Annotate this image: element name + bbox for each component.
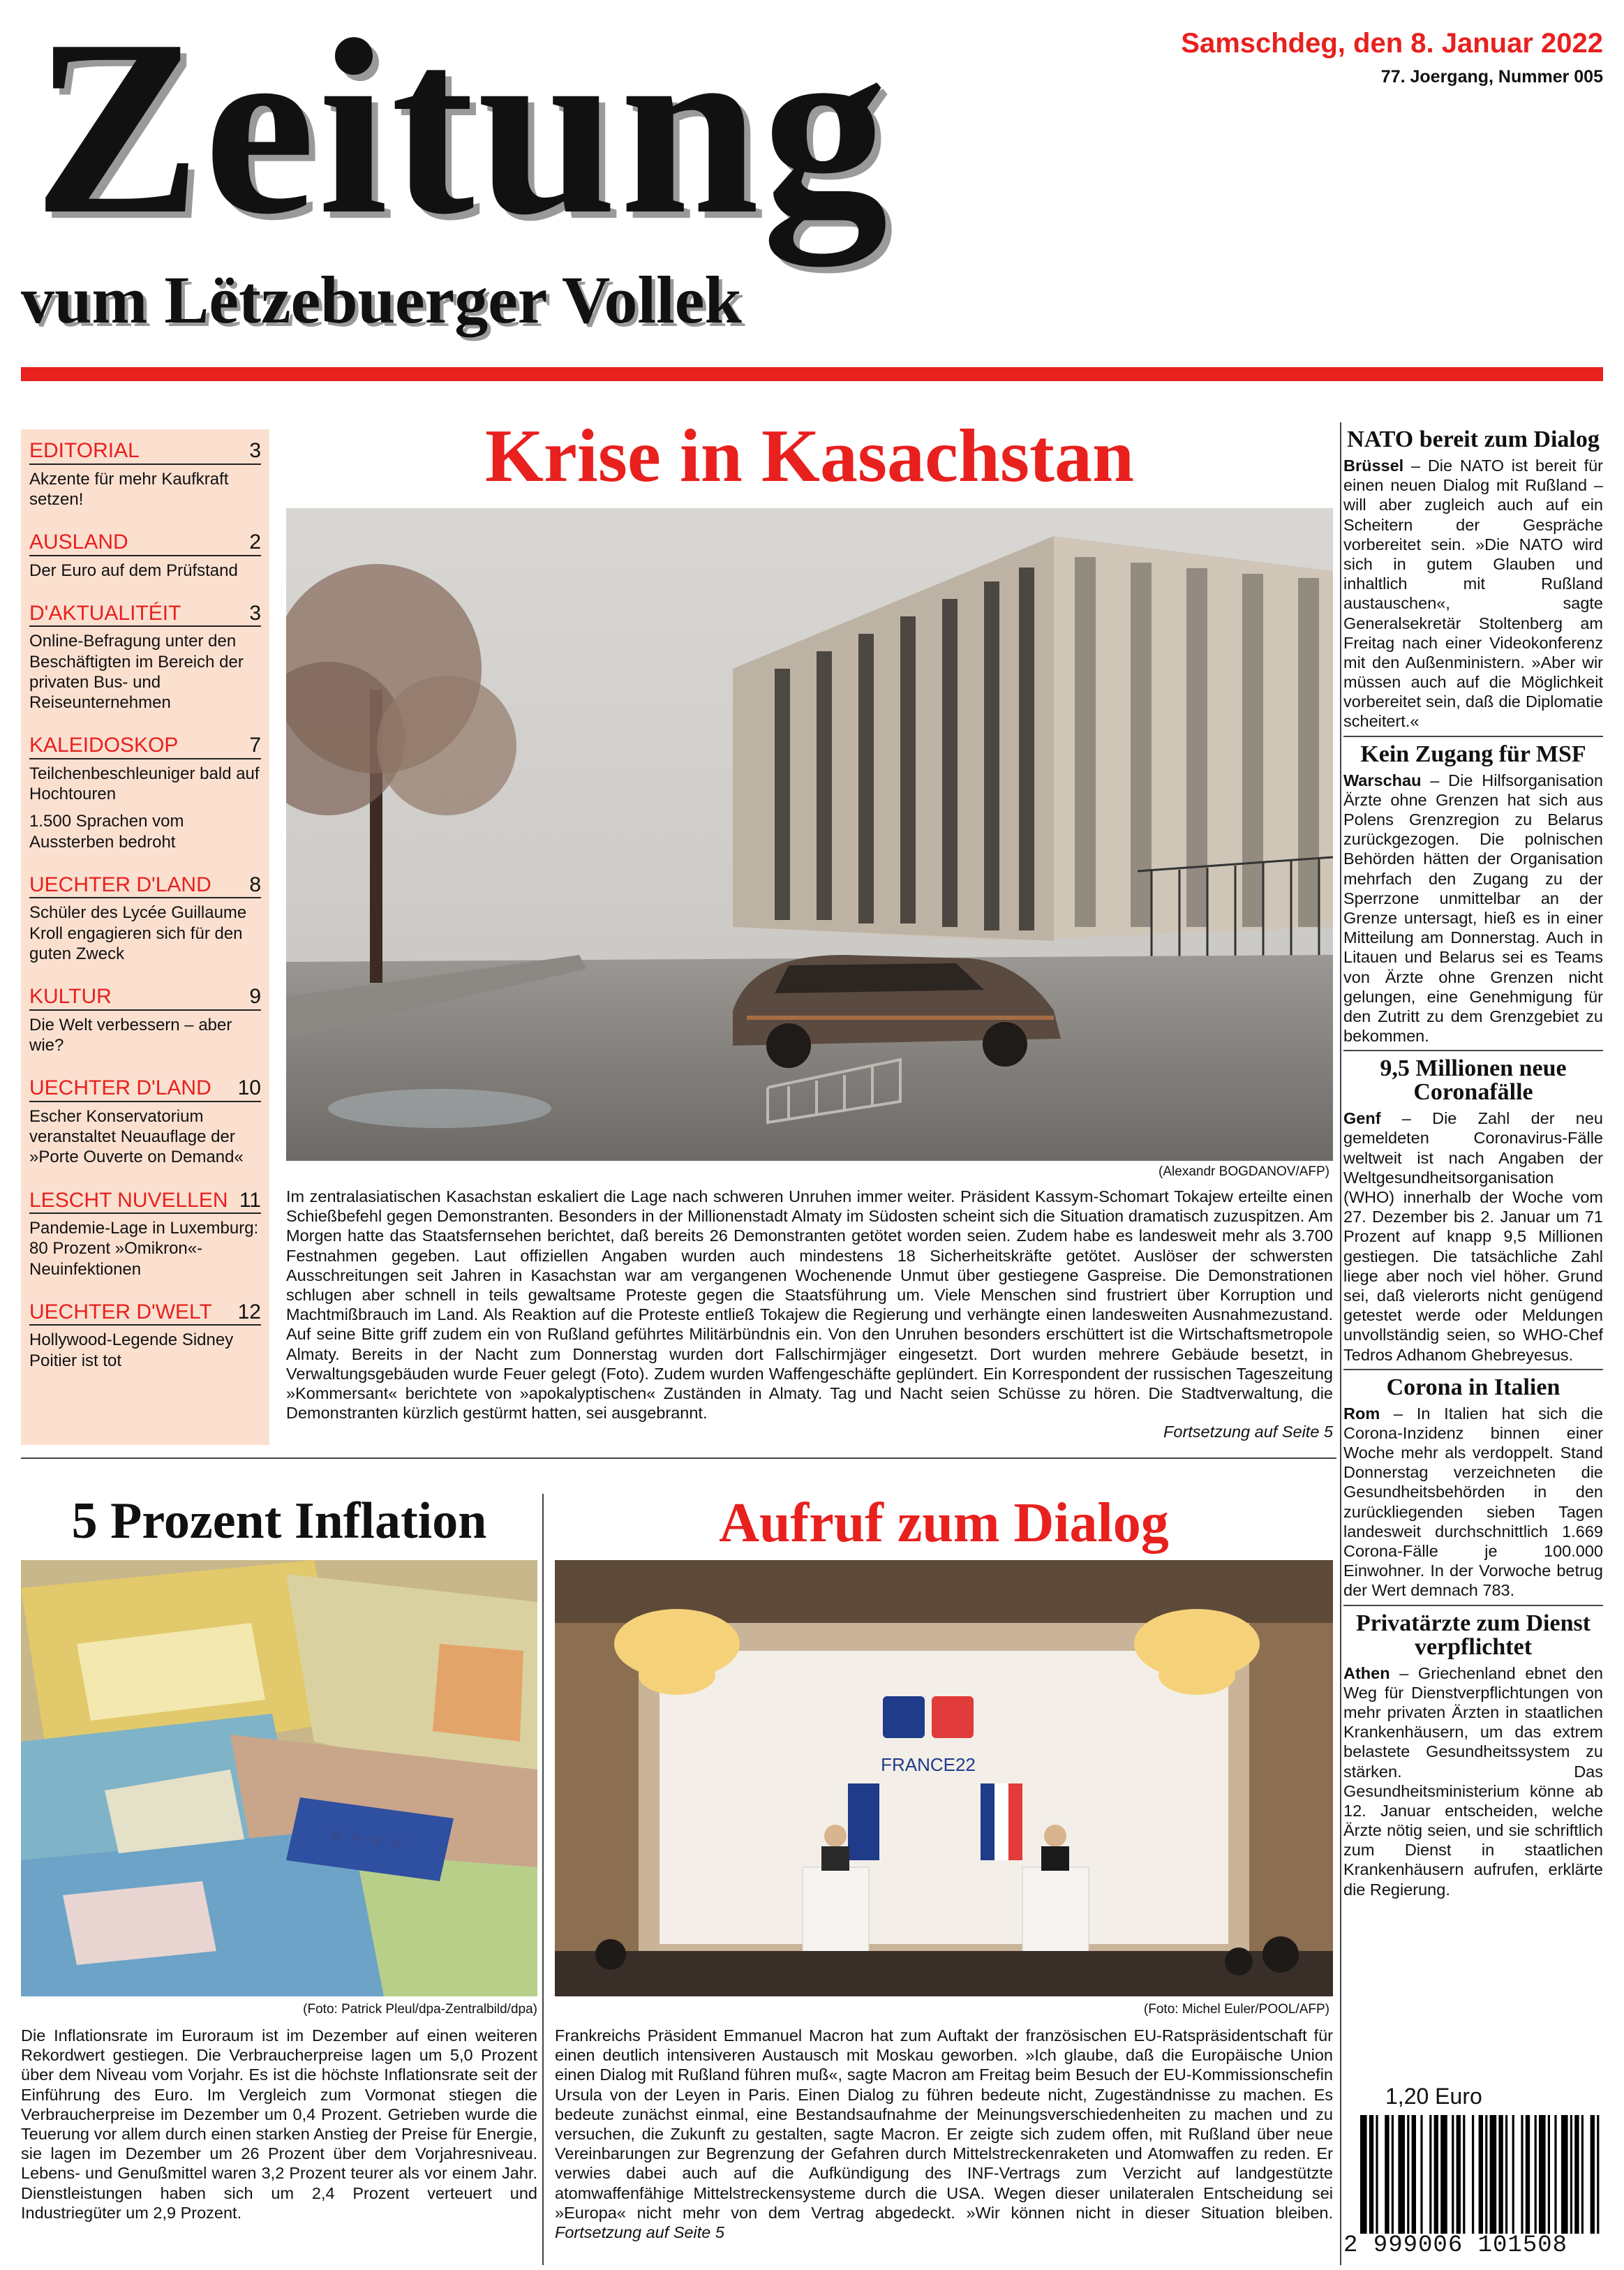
brief-body: [1343, 456, 1603, 732]
toc-entry[interactable]: [29, 1300, 261, 1371]
toc-page: 12: [237, 1300, 261, 1323]
toc-teaser: Teilchenbeschleuniger bald auf Hochtouren: [29, 764, 260, 804]
masthead-title: Zeitung: [33, 0, 891, 266]
toc-section: UECHTER D'LAND: [29, 1076, 211, 1100]
toc-page: 9: [249, 985, 261, 1009]
inflation-photo-credit: (Foto: Patrick Pleul/dpa-Zentralbild/dpa): [303, 2002, 537, 2017]
toc-page: 11: [239, 1188, 261, 1212]
column-divider-bottom: [542, 1494, 544, 2265]
dialog-continued-link[interactable]: Fortsetzung auf Seite 5: [555, 2223, 724, 2241]
toc-teaser: Akzente für mehr Kaufkraft setzen!: [29, 469, 229, 509]
photo-sign-text: FRANCE22: [881, 1754, 976, 1775]
dialog-photo-credit: (Foto: Michel Euler/POOL/AFP): [1143, 2002, 1329, 2017]
brief-headline: Privatärzte zum Dienst verpflichtet: [1355, 1610, 1591, 1660]
brief-location: Athen: [1343, 1663, 1390, 1682]
toc-section: KULTUR: [29, 985, 112, 1009]
toc-teaser: Der Euro auf dem Prüfstand: [29, 561, 238, 580]
dialog-article: [555, 2026, 1333, 2242]
brief-text: – Die Zahl der neu gemeldeten Coronavirus-Fälle weltweit ist nach Angaben der Weltgesundheitsorganisation (WHO) innerhalb der Woche vom 27. Dezember bis 2. Januar um 71 Prozent auf knapp 9,5 Millionen gestiegen. Die tatsächliche Zahl liege aber noch viel höher. Grund sei, daß vielerorts nicht genügend getestet werde oder Meldungen unvollständig seien, so WHO-Chef Tedros Adhanom Ghebreyesus.: [1343, 1109, 1603, 1364]
brief-item[interactable]: [1343, 1057, 1603, 1364]
toc-entry[interactable]: [29, 1189, 261, 1279]
toc-page: 3: [249, 439, 261, 462]
issue-date: Samschdeg, den 8. Januar 2022: [1181, 28, 1603, 59]
toc-teaser: Die Welt verbessern – aber wie?: [29, 1015, 232, 1055]
brief-headline: 9,5 Millionen neue Coronafälle: [1380, 1055, 1567, 1106]
dialog-photo: [555, 1560, 1333, 1996]
brief-headline: NATO bereit zum Dialog: [1347, 426, 1600, 452]
toc-entry[interactable]: [29, 602, 261, 713]
toc-entry[interactable]: [29, 531, 261, 581]
brief-location: Genf: [1343, 1109, 1381, 1128]
toc-section: AUSLAND: [29, 531, 128, 554]
brief-text: – Die NATO ist bereit für einen neuen Dialog mit Rußland – will aber zugleich auch auf ein Scheitern der Gespräche vorbereitet sein. »Die NATO wird sich in gutem Glauben und inhaltlich mit Rußland austauschen«, sagte Generalsekretär Stoltenberg am Freitag nach einer Videokonferenz mit den Außenministern. »Aber wir müssen auch auf die Möglichkeit vorbereitet sein, daß die Diplomatie scheitert.«: [1343, 457, 1603, 731]
dialog-body: [555, 2026, 1333, 2242]
masthead-subtitle: vum Lëtzebuerger Vollek: [21, 262, 742, 337]
brief-item[interactable]: [1343, 1376, 1603, 1601]
brief-item[interactable]: [1343, 1612, 1603, 1899]
brief-location: Rom: [1343, 1404, 1380, 1423]
section-divider: [21, 1457, 1336, 1459]
brief-text: – Die Hilfsorganisation Ärzte ohne Grenzen hat sich aus Polens Grenzregion zu Belarus zurückgezogen. Die polnischen Behörden hätten der Organisation mehrfach den Zugang zu der Sperrzone unmittelbar an der Grenze untersagt, hieß es in einer Mitteilung am Donnerstag. Auch in Litauen und Belarus sei es Teams von Ärzte ohne Grenzen nicht gelungen, eine Genehmigung für den Zutritt zu dem Grenzgebiet zu bekommen.: [1343, 771, 1603, 1046]
brief-item[interactable]: [1343, 743, 1603, 1046]
toc-section: EDITORIAL: [29, 439, 140, 462]
lead-continued-link[interactable]: Fortsetzung auf Seite 5: [1163, 1423, 1333, 1441]
toc-entry[interactable]: [29, 1076, 261, 1167]
toc-page: 8: [249, 873, 261, 896]
column-divider-right: [1340, 422, 1341, 2265]
brief-headline: Kein Zugang für MSF: [1360, 741, 1586, 767]
brief-divider: [1343, 1605, 1603, 1606]
toc-page: 2: [249, 531, 261, 554]
barcode-digits: 2 999006 101508: [1343, 2232, 1568, 2259]
brief-location: Brüssel: [1343, 457, 1404, 475]
toc-teaser: Pandemie-Lage in Luxemburg: 80 Prozent »Omikron«-Neuinfektionen: [29, 1219, 259, 1279]
toc-entry[interactable]: [29, 873, 261, 964]
lead-body: Im zentralasiatischen Kasachstan eskaliert die Lage nach schweren Unruhen immer weiter. Präsident Kassym-Schomart Tokajew erteilte einen Schießbefehl gegen Demonstranten. Besonders in der Millionenstadt Almaty im Südosten scheint sich die Situation dramatisch zuzuspitzen. Am Morgen hatte das Staatsfernsehen berichtet, daß bereits 26 Demonstranten getötet worden seien. Zudem habe es landesweit mehr als 3.700 Festnahmen gegeben. Laut offiziellen Angaben wurden auch mindestens 18 Sicherheitskräfte getötet. Auslöser der schwersten Ausschreitungen seit Jahren in Kasachstan war am vergangenen Wochenende Unmut über gestiegene Gaspreise. Die Demonstrationen schlugen aber schnell in teils gewaltsame Proteste gegen die Staatsführung um. Viele Menschen sind frustriert über Korruption und Machtmißbrauch im Land. Als Reaktion auf die Proteste entließ Tokajew die Regierung und verhängte einen landesweiten Ausnahmezustand. Auf seine Bitte griff zudem ein von Rußland geführtes Militärbündnis ein. Von den Unruhen besonders erschüttert ist die Wirtschaftsmetropole Almaty. Bereits in der Nacht zum Donnerstag wurden dort Fallschirmjäger eingesetzt. Dort wurden mehrere Gebäude besetzt, in Verwaltungsgebäuden wurde Feuer gelegt (Foto). Zudem wurden Waffengeschäfte geplündert. Ein Korrespondent der russischen Tageszeitung »Kommersant« berichtete von »apokalyptischen« Zuständen in Almaty. Tag und Nacht seien Schüsse zu hören. Die Stadtverwaltung, die Demonstranten kürzlich gestürmt hatten, sei ausgebrannt.: [286, 1187, 1333, 1423]
brief-divider: [1343, 736, 1603, 737]
toc-teaser: Online-Befragung unter den Beschäftigten im Bereich der privaten Bus- und Reiseunternehmen: [29, 632, 244, 713]
brief-text: – In Italien hat sich die Corona-Inzidenz binnen einer Woche mehr als verdoppelt. Stand Donnerstag verzeichneten die Gesundheitsbehörden in den zurückliegenden sieben Tagen landesweit durchschnittlich 1.669 Corona-Fälle je 100.000 Einwohner. In der Vorwoche betrug der Wert demnach 783.: [1343, 1404, 1603, 1600]
toc-section: KALEIDOSKOP: [29, 734, 179, 757]
toc-section: D'AKTUALITÉIT: [29, 601, 181, 625]
table-of-contents: [21, 429, 269, 1445]
lead-photo-credit: (Alexandr BOGDANOV/AFP): [1159, 1164, 1329, 1179]
brief-body: [1343, 1663, 1603, 1899]
brief-location: Warschau: [1343, 771, 1422, 789]
toc-page: 7: [249, 734, 261, 757]
toc-teaser: Escher Konservatorium veranstaltet Neuauflage der »Porte Ouverte on Demand«: [29, 1106, 244, 1167]
masthead-rule: [21, 367, 1603, 381]
lead-photo: [286, 508, 1333, 1161]
lead-headline[interactable]: Krise in Kasachstan: [484, 415, 1135, 498]
issue-number: 77. Joergang, Nummer 005: [1380, 67, 1603, 87]
inflation-headline[interactable]: 5 Prozent Inflation: [71, 1492, 487, 1550]
toc-page: 3: [249, 601, 261, 625]
brief-item[interactable]: [1343, 428, 1603, 732]
brief-divider: [1343, 1050, 1603, 1051]
brief-text: – Griechenland ebnet den Weg für Dienstverpflichtungen von mehr privaten Ärzten in staatlichen Krankenhäusern, um das extrem belastete Gesundheitssystem zu stärken. Das Gesundheitsministerium könne ab 12. Januar entscheiden, welche Ärzte nötig seien, und sie schriftlich zum Dienst in staatlichen Krankenhäusern aufrufen, erklärte die Regierung.: [1343, 1663, 1603, 1899]
toc-entry[interactable]: [29, 985, 261, 1055]
toc-teaser: Hollywood-Legende Sidney Poitier ist tot: [29, 1330, 234, 1370]
toc-entry[interactable]: [29, 734, 261, 852]
news-briefs: [1343, 422, 1603, 1899]
toc-page: 10: [237, 1076, 261, 1100]
brief-body: [1343, 1108, 1603, 1364]
brief-divider: [1343, 1369, 1603, 1370]
lead-article: [286, 1187, 1333, 1441]
brief-headline: Corona in Italien: [1386, 1374, 1560, 1400]
toc-section: LESCHT NUVELLEN: [29, 1188, 228, 1212]
toc-entry[interactable]: [29, 439, 261, 510]
inflation-photo: [21, 1560, 537, 1996]
inflation-body: Die Inflationsrate im Euroraum ist im Dezember auf einen weiteren Rekordwert gestiegen. Die Verbraucherpreise lagen um 5,0 Prozent über dem Niveau vom Vorjahr. Es ist die höchste Inflationsrate seit der Einführung des Euro. Im Vergleich zum Vormonat stiegen die Verbraucherpreise im Dezember um 0,4 Prozent. Getrieben wurde die Teuerung vor allem durch einen starken Anstieg der Preise für Energie, sie lagen im Dezember um 26 Prozent über dem Vorjahresniveau. Lebens- und Genußmittel waren 3,2 Prozent teurer als vor einem Jahr. Dienstleistungen haben sich um 2,4 Prozent verteuert und Industriegüter um 2,9 Prozent.: [21, 2026, 537, 2222]
toc-teaser: Schüler des Lycée Guillaume Kroll engagieren sich für den guten Zweck: [29, 903, 247, 963]
cover-price: 1,20 Euro: [1385, 2084, 1482, 2109]
dialog-body-text: Frankreichs Präsident Emmanuel Macron hat zum Auftakt der französischen EU-Ratspräsidentschaft für einen deutlich intensiveren Austausch mit Moskau geworben. »Ich glaube, daß die Europäische Union einen Dialog mit Rußland führen muß«, sagte Macron am Freitag beim Besuch der EU-Kommissionschefin Ursula von der Leyen in Paris. Einen Dialog zu führen bedeute nicht, Zugeständnisse zu machen. Es bedeute zunächst einmal, eine Bestandsaufnahme der Meinungsverschiedenheiten zu machen und zu versuchen, die Zukunft zu gestalten, sagte Macron. Er zeigte sich zudem offen, mit Rußland über neue Vereinbarungen zur Begrenzung der Gefahren durch Mittelstreckenraketen und Atomwaffen zu reden. Er verwies dabei auch auf die Aufkündigung des INF-Vertrags zum Verzicht auf landgestützte atomwaffenfähige Mittelstreckensysteme durch die USA. Wegen dieser unilateralen Entscheidung sei »Europa« nicht mehr von dem Vertrag abgedeckt. »Wir können nicht in dieser Situation bleiben.: [555, 2026, 1333, 2222]
toc-section: UECHTER D'WELT: [29, 1300, 212, 1323]
brief-body: [1343, 1404, 1603, 1601]
inflation-article: [21, 2026, 537, 2223]
dialog-headline[interactable]: Aufruf zum Dialog: [719, 1492, 1169, 1554]
brief-body: [1343, 771, 1603, 1046]
toc-section: UECHTER D'LAND: [29, 873, 211, 896]
toc-teaser: 1.500 Sprachen vom Aussterben bedroht: [29, 812, 184, 852]
